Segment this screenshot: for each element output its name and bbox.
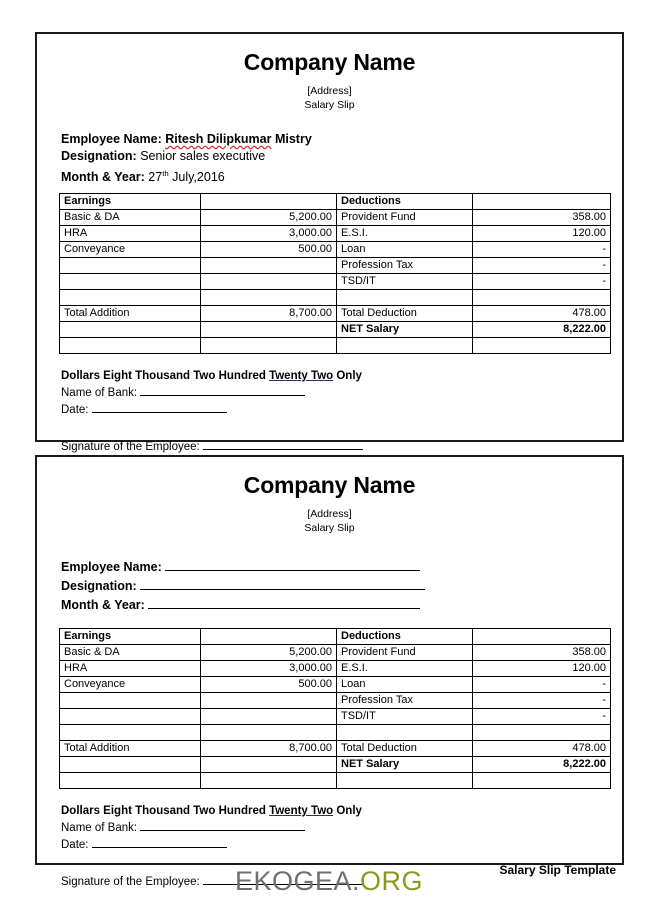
table-row	[60, 692, 611, 708]
table-spacer-row	[60, 724, 611, 740]
earning-amount	[201, 289, 337, 305]
earning-label: HRA	[60, 225, 201, 241]
table-footer-row	[60, 337, 611, 353]
employee-surname-value: Mistry	[271, 131, 312, 146]
deduction-amount	[473, 724, 611, 740]
company-address-1: [Address]	[307, 85, 352, 98]
table-row	[60, 660, 611, 676]
earning-label	[60, 257, 201, 273]
employee-name-value: Ritesh Dilipkumar	[165, 131, 272, 146]
table-row	[60, 676, 611, 692]
month-year-label: Month & Year:	[61, 597, 145, 612]
earning-label: Conveyance	[60, 676, 201, 692]
signature-row-1	[61, 438, 602, 455]
signature-input[interactable]	[203, 438, 363, 450]
earning-label: HRA	[60, 660, 201, 676]
deduction-label: Loan	[337, 241, 473, 257]
table-header-row	[60, 628, 611, 644]
bank-name-row-1	[61, 384, 602, 401]
earning-label: Basic & DA	[60, 209, 201, 225]
deduction-amount	[473, 289, 611, 305]
header-deductions: Deductions	[337, 193, 473, 209]
watermark-name: EKOGEA.	[234, 866, 361, 896]
deduction-label: Profession Tax	[337, 257, 473, 273]
deduction-label: Provident Fund	[337, 644, 473, 660]
deduction-amount: 358.00	[473, 209, 611, 225]
month-year-input[interactable]	[148, 597, 420, 609]
employee-name-input[interactable]	[165, 559, 420, 571]
total-deduction-label: Total Deduction	[337, 305, 473, 321]
net-salary-label: NET Salary	[337, 321, 473, 337]
amount-words-pre: Dollars Eight Thousand Two Hundred	[61, 369, 270, 382]
deduction-amount: -	[473, 692, 611, 708]
designation-row-blank	[61, 577, 602, 596]
bank-name-input[interactable]	[140, 819, 305, 831]
deduction-amount: -	[473, 273, 611, 289]
date-input[interactable]	[92, 401, 227, 413]
table-net-row	[60, 756, 611, 772]
header-deductions: Deductions	[337, 628, 473, 644]
company-address-2: [Address]	[307, 508, 352, 521]
table-header-row	[60, 193, 611, 209]
deduction-label: TSD/IT	[337, 708, 473, 724]
earning-amount: 5,200.00	[201, 209, 337, 225]
header-earnings: Earnings	[60, 193, 201, 209]
amount-words-pre: Dollars Eight Thousand Two Hundred	[61, 804, 270, 817]
header-earnings-amount	[201, 193, 337, 209]
document-subtitle-1: Salary Slip	[304, 99, 355, 112]
total-addition-amount: 8,700.00	[201, 740, 337, 756]
deduction-amount: 358.00	[473, 644, 611, 660]
designation-label: Designation:	[61, 578, 137, 593]
bank-name-label: Name of Bank:	[61, 821, 138, 834]
earning-label	[60, 724, 201, 740]
net-salary-label: NET Salary	[337, 756, 473, 772]
amount-in-words-1	[61, 368, 602, 384]
salary-table-2	[59, 628, 611, 789]
earning-amount: 500.00	[201, 241, 337, 257]
month-year-label: Month & Year:	[61, 169, 145, 184]
deduction-label	[337, 289, 473, 305]
month-year-row	[61, 165, 602, 186]
designation-value: Senior sales executive	[140, 148, 266, 163]
designation-row	[61, 148, 602, 165]
date-label: Date:	[61, 838, 89, 851]
table-footer-row	[60, 772, 611, 788]
deduction-amount: -	[473, 241, 611, 257]
total-deduction-amount: 478.00	[473, 305, 611, 321]
earning-amount: 500.00	[201, 676, 337, 692]
document-subtitle-2: Salary Slip	[304, 522, 355, 535]
amount-words-highlight: Twenty Two	[269, 369, 334, 382]
header-deductions-amount	[473, 628, 611, 644]
deduction-label: Loan	[337, 676, 473, 692]
date-row-1	[61, 401, 602, 418]
footer-cell-4	[473, 772, 611, 788]
date-input[interactable]	[92, 836, 227, 848]
deduction-label: TSD/IT	[337, 273, 473, 289]
header-deductions-amount	[473, 193, 611, 209]
table-row	[60, 257, 611, 273]
table-totals-row	[60, 305, 611, 321]
deduction-amount: 120.00	[473, 660, 611, 676]
company-name-2: Company Name	[243, 472, 416, 498]
deduction-label: E.S.I.	[337, 225, 473, 241]
bank-name-row-2	[61, 819, 602, 836]
total-addition-amount: 8,700.00	[201, 305, 337, 321]
earning-label: Conveyance	[60, 241, 201, 257]
deduction-amount: -	[473, 708, 611, 724]
earning-amount	[201, 273, 337, 289]
table-spacer-row	[60, 289, 611, 305]
footer-cell-4	[473, 337, 611, 353]
earning-amount	[201, 708, 337, 724]
earning-label	[60, 692, 201, 708]
amount-in-words-2	[61, 803, 602, 819]
table-row	[60, 273, 611, 289]
earning-amount: 3,000.00	[201, 225, 337, 241]
earning-amount	[201, 692, 337, 708]
employee-name-row	[61, 131, 602, 148]
slip-footer-1	[57, 368, 602, 455]
total-deduction-amount: 478.00	[473, 740, 611, 756]
header-earnings: Earnings	[60, 628, 201, 644]
month-year-rest: July,2016	[168, 169, 225, 184]
total-addition-label: Total Addition	[60, 305, 201, 321]
date-row-2	[61, 836, 602, 853]
table-row	[60, 241, 611, 257]
net-salary-amount: 8,222.00	[473, 321, 611, 337]
deduction-amount: 120.00	[473, 225, 611, 241]
template-label: Salary Slip Template	[499, 863, 616, 877]
amount-words-highlight: Twenty Two	[269, 804, 334, 817]
header-earnings-amount	[201, 628, 337, 644]
salary-table-1	[59, 193, 611, 354]
earning-amount	[201, 724, 337, 740]
total-addition-label: Total Addition	[60, 740, 201, 756]
total-deduction-label: Total Deduction	[337, 740, 473, 756]
month-year-row-blank	[61, 596, 602, 615]
deduction-amount: -	[473, 257, 611, 273]
earning-amount	[201, 257, 337, 273]
bank-name-label: Name of Bank:	[61, 386, 138, 399]
deduction-label: Profession Tax	[337, 692, 473, 708]
earning-label	[60, 708, 201, 724]
month-year-ordinal: th	[162, 168, 169, 178]
net-blank-left-amount	[201, 756, 337, 772]
earning-label	[60, 289, 201, 305]
net-blank-left	[60, 321, 201, 337]
earning-amount: 5,200.00	[201, 644, 337, 660]
signature-label: Signature of the Employee:	[61, 875, 200, 888]
designation-input[interactable]	[140, 578, 425, 590]
bank-name-input[interactable]	[140, 384, 305, 396]
footer-cell-1	[60, 337, 201, 353]
earning-label: Basic & DA	[60, 644, 201, 660]
table-row	[60, 644, 611, 660]
earning-label	[60, 273, 201, 289]
footer-cell-3	[337, 337, 473, 353]
table-row	[60, 225, 611, 241]
table-totals-row	[60, 740, 611, 756]
footer-cell-3	[337, 772, 473, 788]
net-blank-left	[60, 756, 201, 772]
date-label: Date:	[61, 403, 89, 416]
month-year-day: 27	[148, 169, 163, 184]
company-name-1: Company Name	[243, 49, 416, 75]
table-row	[60, 708, 611, 724]
site-watermark	[0, 866, 658, 897]
employee-details-2	[57, 558, 602, 615]
employee-name-label: Employee Name:	[61, 131, 162, 146]
designation-label: Designation:	[61, 148, 137, 163]
table-row	[60, 209, 611, 225]
employee-details-1	[57, 131, 602, 186]
deduction-label	[337, 724, 473, 740]
deduction-label: Provident Fund	[337, 209, 473, 225]
footer-cell-1	[60, 772, 201, 788]
table-net-row	[60, 321, 611, 337]
footer-cell-2	[201, 337, 337, 353]
signature-label: Signature of the Employee:	[61, 440, 200, 453]
amount-words-post: Only	[333, 369, 362, 382]
footer-cell-2	[201, 772, 337, 788]
amount-words-post: Only	[333, 804, 362, 817]
watermark-tld: ORG	[360, 866, 424, 896]
employee-name-label: Employee Name:	[61, 559, 162, 574]
earning-amount: 3,000.00	[201, 660, 337, 676]
net-blank-left-amount	[201, 321, 337, 337]
deduction-amount: -	[473, 676, 611, 692]
deduction-label: E.S.I.	[337, 660, 473, 676]
net-salary-amount: 8,222.00	[473, 756, 611, 772]
employee-name-row-blank	[61, 558, 602, 577]
salary-slip-filled	[35, 32, 624, 453]
